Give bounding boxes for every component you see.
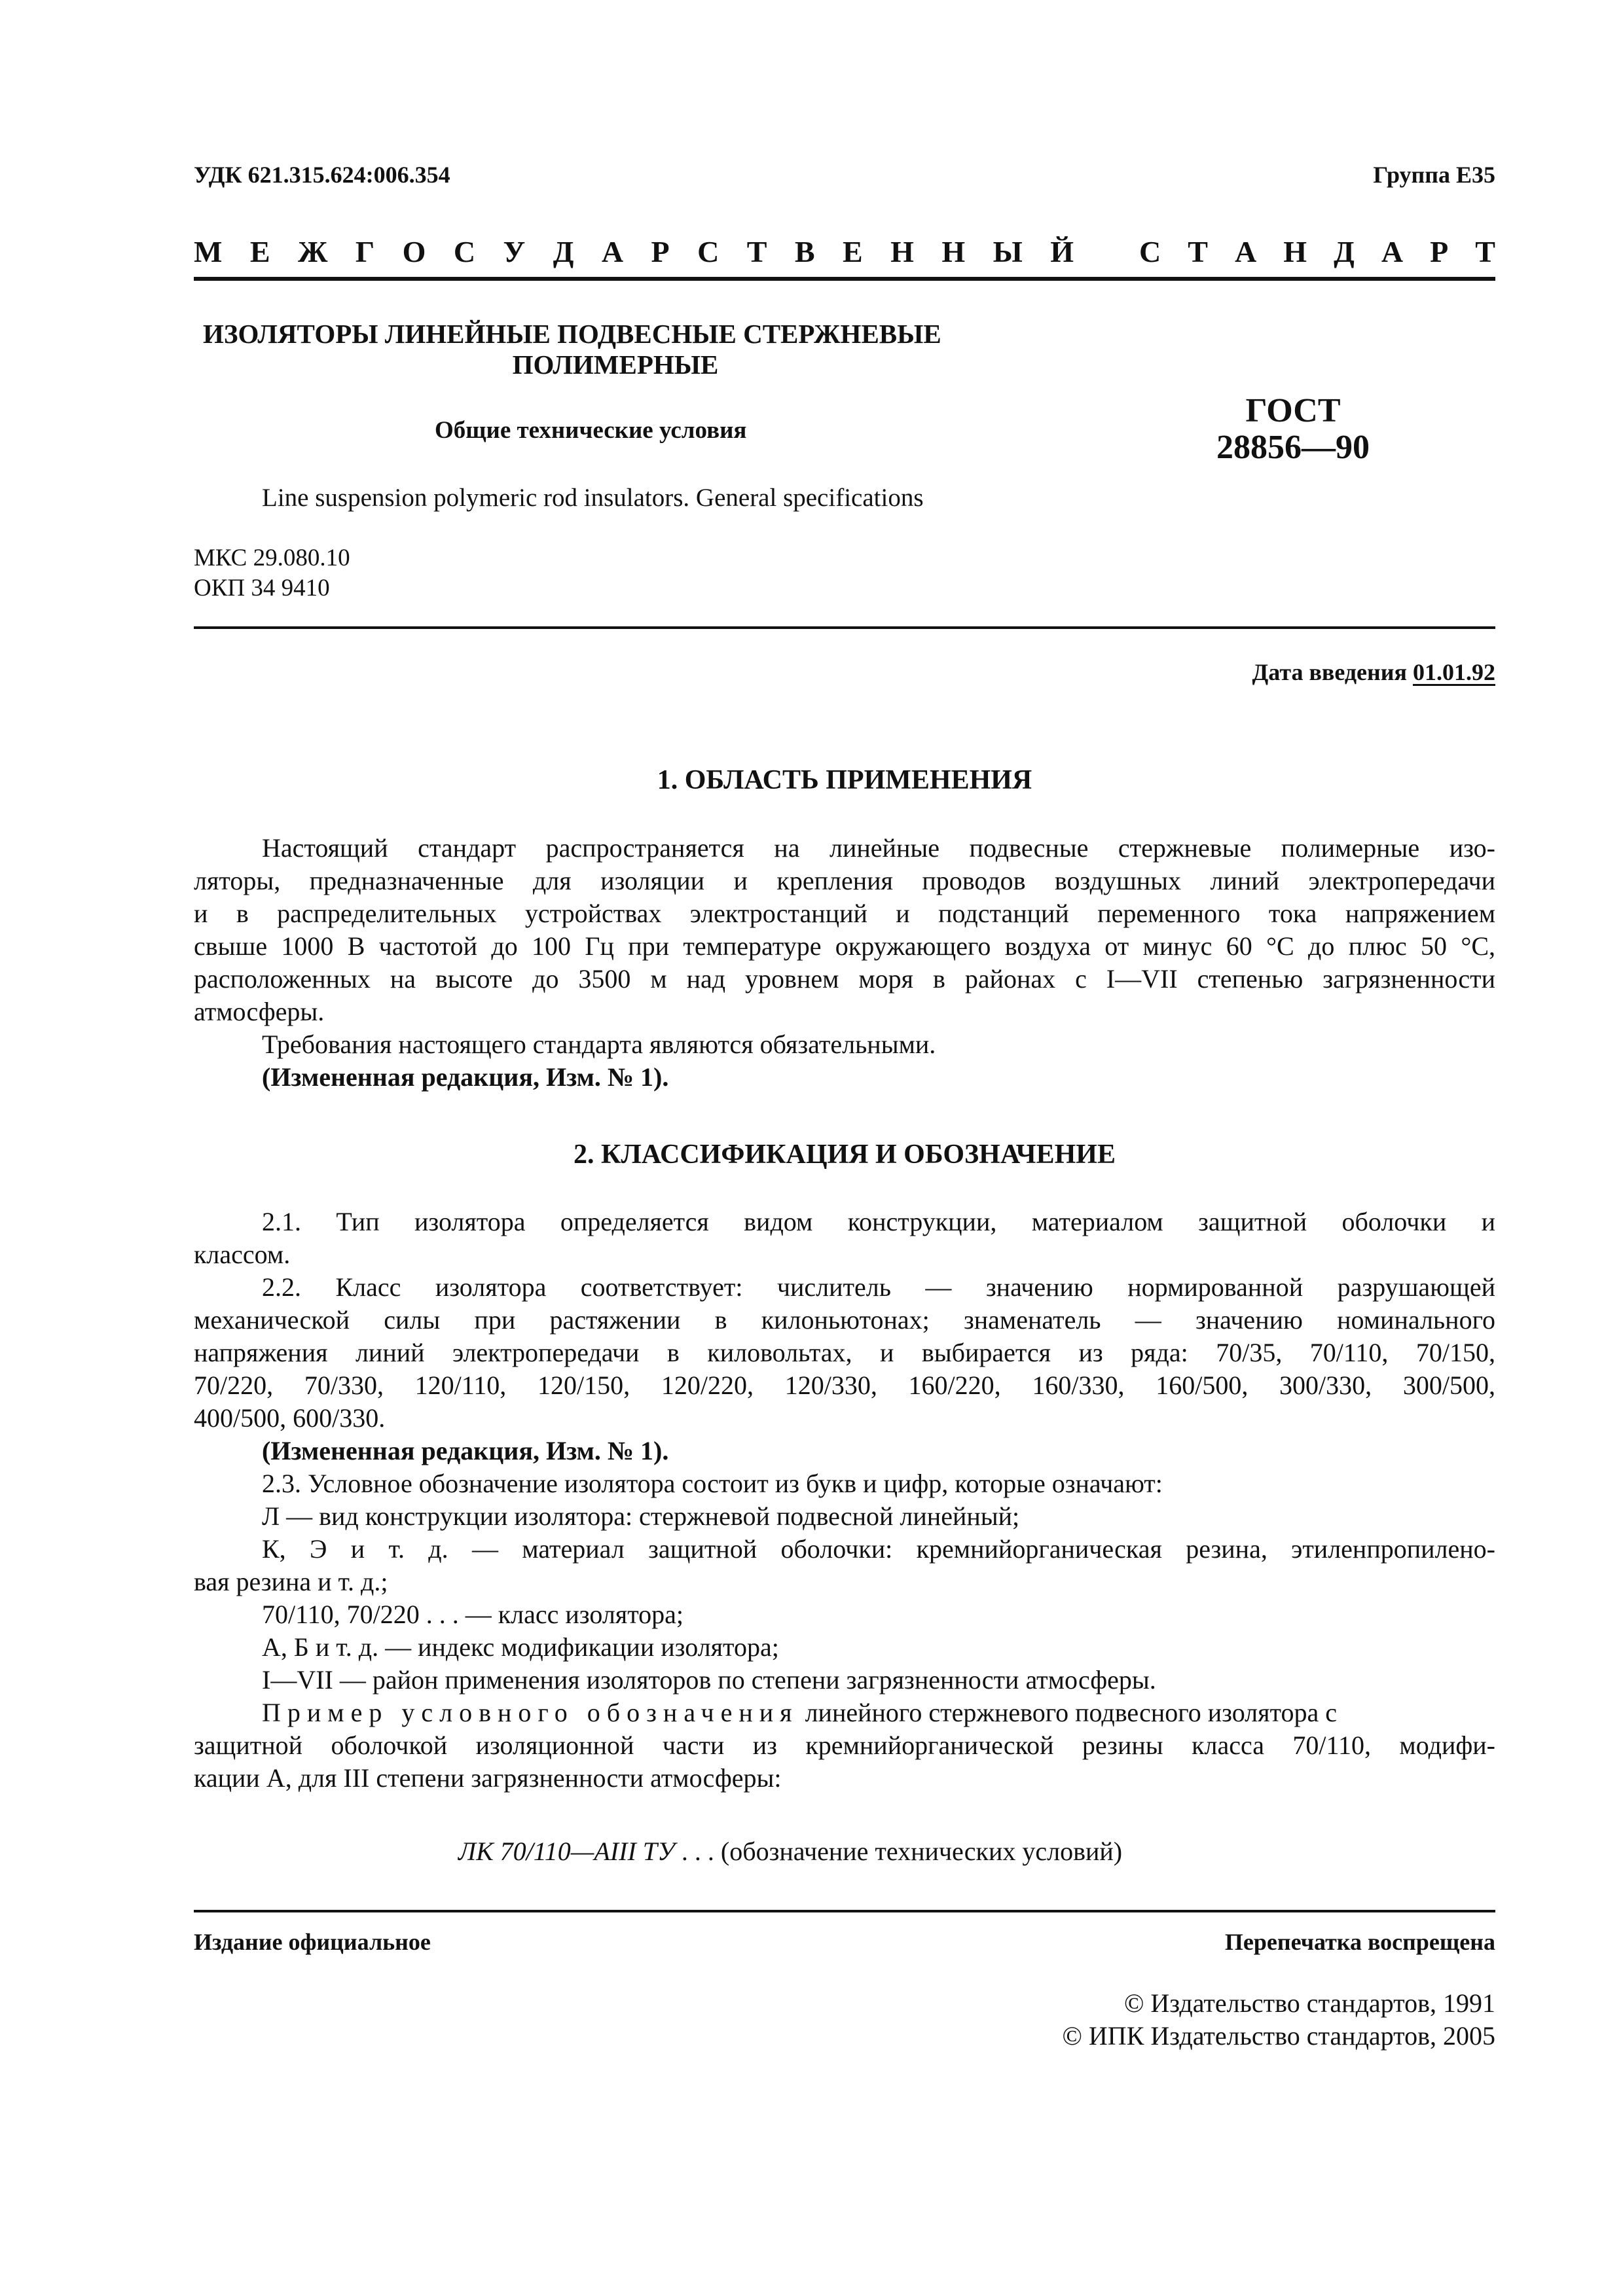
definition-region: I—VII — район применения изоляторов по степени загрязненности атмосферы.: [262, 1665, 1156, 1695]
official-edition: Издание официальное: [194, 1929, 431, 1955]
example-line-3: кации А, для III степени загрязненности атмосферы:: [194, 1763, 782, 1793]
copyright-2005: © ИПК Издательство стандартов, 2005: [1062, 2021, 1495, 2051]
example-rest: линейного стержневого подвесного изолятора с: [805, 1698, 1337, 1727]
subtitle: Общие технические условия: [435, 417, 747, 444]
banner-standard: С Т А Н Д А Р Т: [1139, 235, 1495, 268]
reprint-prohibited: Перепечатка воспрещена: [1224, 1929, 1495, 1955]
s1-amended: (Измененная редакция, Изм. № 1).: [262, 1062, 669, 1092]
p22-line: 2.2. Класс изолятора соответствует: числитель — значению нормированной разрушающей: [262, 1272, 1495, 1302]
group-code: Группа Е35: [1373, 162, 1495, 188]
section-1-heading: 1. ОБЛАСТЬ ПРИМЕНЕНИЯ: [657, 765, 1032, 795]
section-2-body: [194, 1206, 1495, 1795]
p21-line: 2.1. Тип изолятора определяется видом конструкции, материалом защитной оболочки и: [262, 1207, 1495, 1236]
gost-label: ГОСТ: [1245, 392, 1341, 429]
intro-date-value: 01.01.92: [1413, 659, 1495, 685]
s1-line: Настоящий стандарт распространяется на линейные подвесные стержневые полимерные изо-: [262, 833, 1495, 863]
definition-modification: А, Б и т. д. — индекс модификации изолятора;: [262, 1632, 779, 1662]
designation-note: . . . (обозначение технических условий): [674, 1837, 1123, 1866]
mks-code: МКС 29.080.10: [194, 545, 350, 571]
section-2-heading: 2. КЛАССИФИКАЦИЯ И ОБОЗНАЧЕНИЕ: [574, 1139, 1116, 1170]
definition-class: 70/110, 70/220 . . . — класс изолятора;: [262, 1600, 684, 1629]
p21-line: классом.: [194, 1240, 291, 1269]
s1-line: расположенных на высоте до 3500 м над уровнем моря в районах с I—VII степенью загрязненности: [194, 964, 1495, 994]
title-line-1: ИЗОЛЯТОРЫ ЛИНЕЙНЫЕ ПОДВЕСНЫЕ СТЕРЖНЕВЫЕ: [203, 319, 941, 349]
intro-date-label: Дата введения: [1252, 659, 1407, 685]
gost-number: 28856—90: [1216, 429, 1370, 466]
example-line-2: защитной оболочкой изоляционной части из кремнийорганической резины класса 70/110, модифи-: [194, 1731, 1495, 1760]
designation-example: [458, 1835, 1122, 1868]
p22-line: 70/220, 70/330, 120/110, 120/150, 120/220, 120/330, 160/220, 160/330, 160/500, 300/330, 300/500,: [194, 1371, 1495, 1400]
footer-rule: [194, 1910, 1495, 1912]
section-1-paragraph: [194, 832, 1495, 1094]
s1-line: свыше 1000 В частотой до 100 Гц при температуре окружающего воздуха от минус 60 °С до плюс 50 °С,: [194, 931, 1495, 961]
title-rule: [194, 626, 1495, 629]
intro-date: [1048, 658, 1495, 686]
header-rule: [194, 277, 1495, 281]
definition-k-cont: вая резина и т. д.;: [194, 1567, 388, 1596]
p22-line: механической силы при растяжении в килоньютонах; знаменатель — значению номинального: [194, 1305, 1495, 1335]
copyright-1991: © Издательство стандартов, 1991: [1123, 1988, 1495, 2018]
p22-line: 400/500, 600/330.: [194, 1403, 386, 1433]
title-line-2: ПОЛИМЕРНЫЕ: [512, 350, 719, 380]
p22-line: напряжения линий электропередачи в киловольтах, и выбирается из ряда: 70/35, 70/110, 70/150,: [194, 1338, 1495, 1367]
s1-mandatory: Требования настоящего стандарта являются обязательными.: [262, 1030, 936, 1059]
example-spaced-label: Пример условного обозначения: [262, 1698, 799, 1727]
definition-l: Л — вид конструкции изолятора: стержневой подвесной линейный;: [262, 1501, 1020, 1531]
definition-k: К, Э и т. д. — материал защитной оболочки: кремнийорганическая резина, этиленпропилено-: [262, 1534, 1495, 1564]
s1-line: атмосферы.: [194, 997, 325, 1026]
banner-interstate: М Е Ж Г О С У Д А Р С Т В Е Н Н Ы Й: [194, 235, 1074, 268]
english-title: Line suspension polymeric rod insulators. General specifications: [262, 484, 924, 512]
s1-line: ляторы, предназначенные для изоляции и крепления проводов воздушных линий электропередачи: [194, 866, 1495, 895]
s1-line: и в распределительных устройствах электростанций и подстанций переменного тока напряжением: [194, 899, 1495, 928]
okp-code: ОКП 34 9410: [194, 575, 330, 601]
s2-amended: (Измененная редакция, Изм. № 1).: [262, 1436, 669, 1465]
p23-line: 2.3. Условное обозначение изолятора состоит из букв и цифр, которые означают:: [262, 1469, 1163, 1498]
example-line-1: [194, 1696, 1495, 1729]
designation-code: ЛК 70/110—АIII ТУ: [458, 1837, 675, 1866]
udk-code: УДК 621.315.624:006.354: [194, 162, 450, 188]
